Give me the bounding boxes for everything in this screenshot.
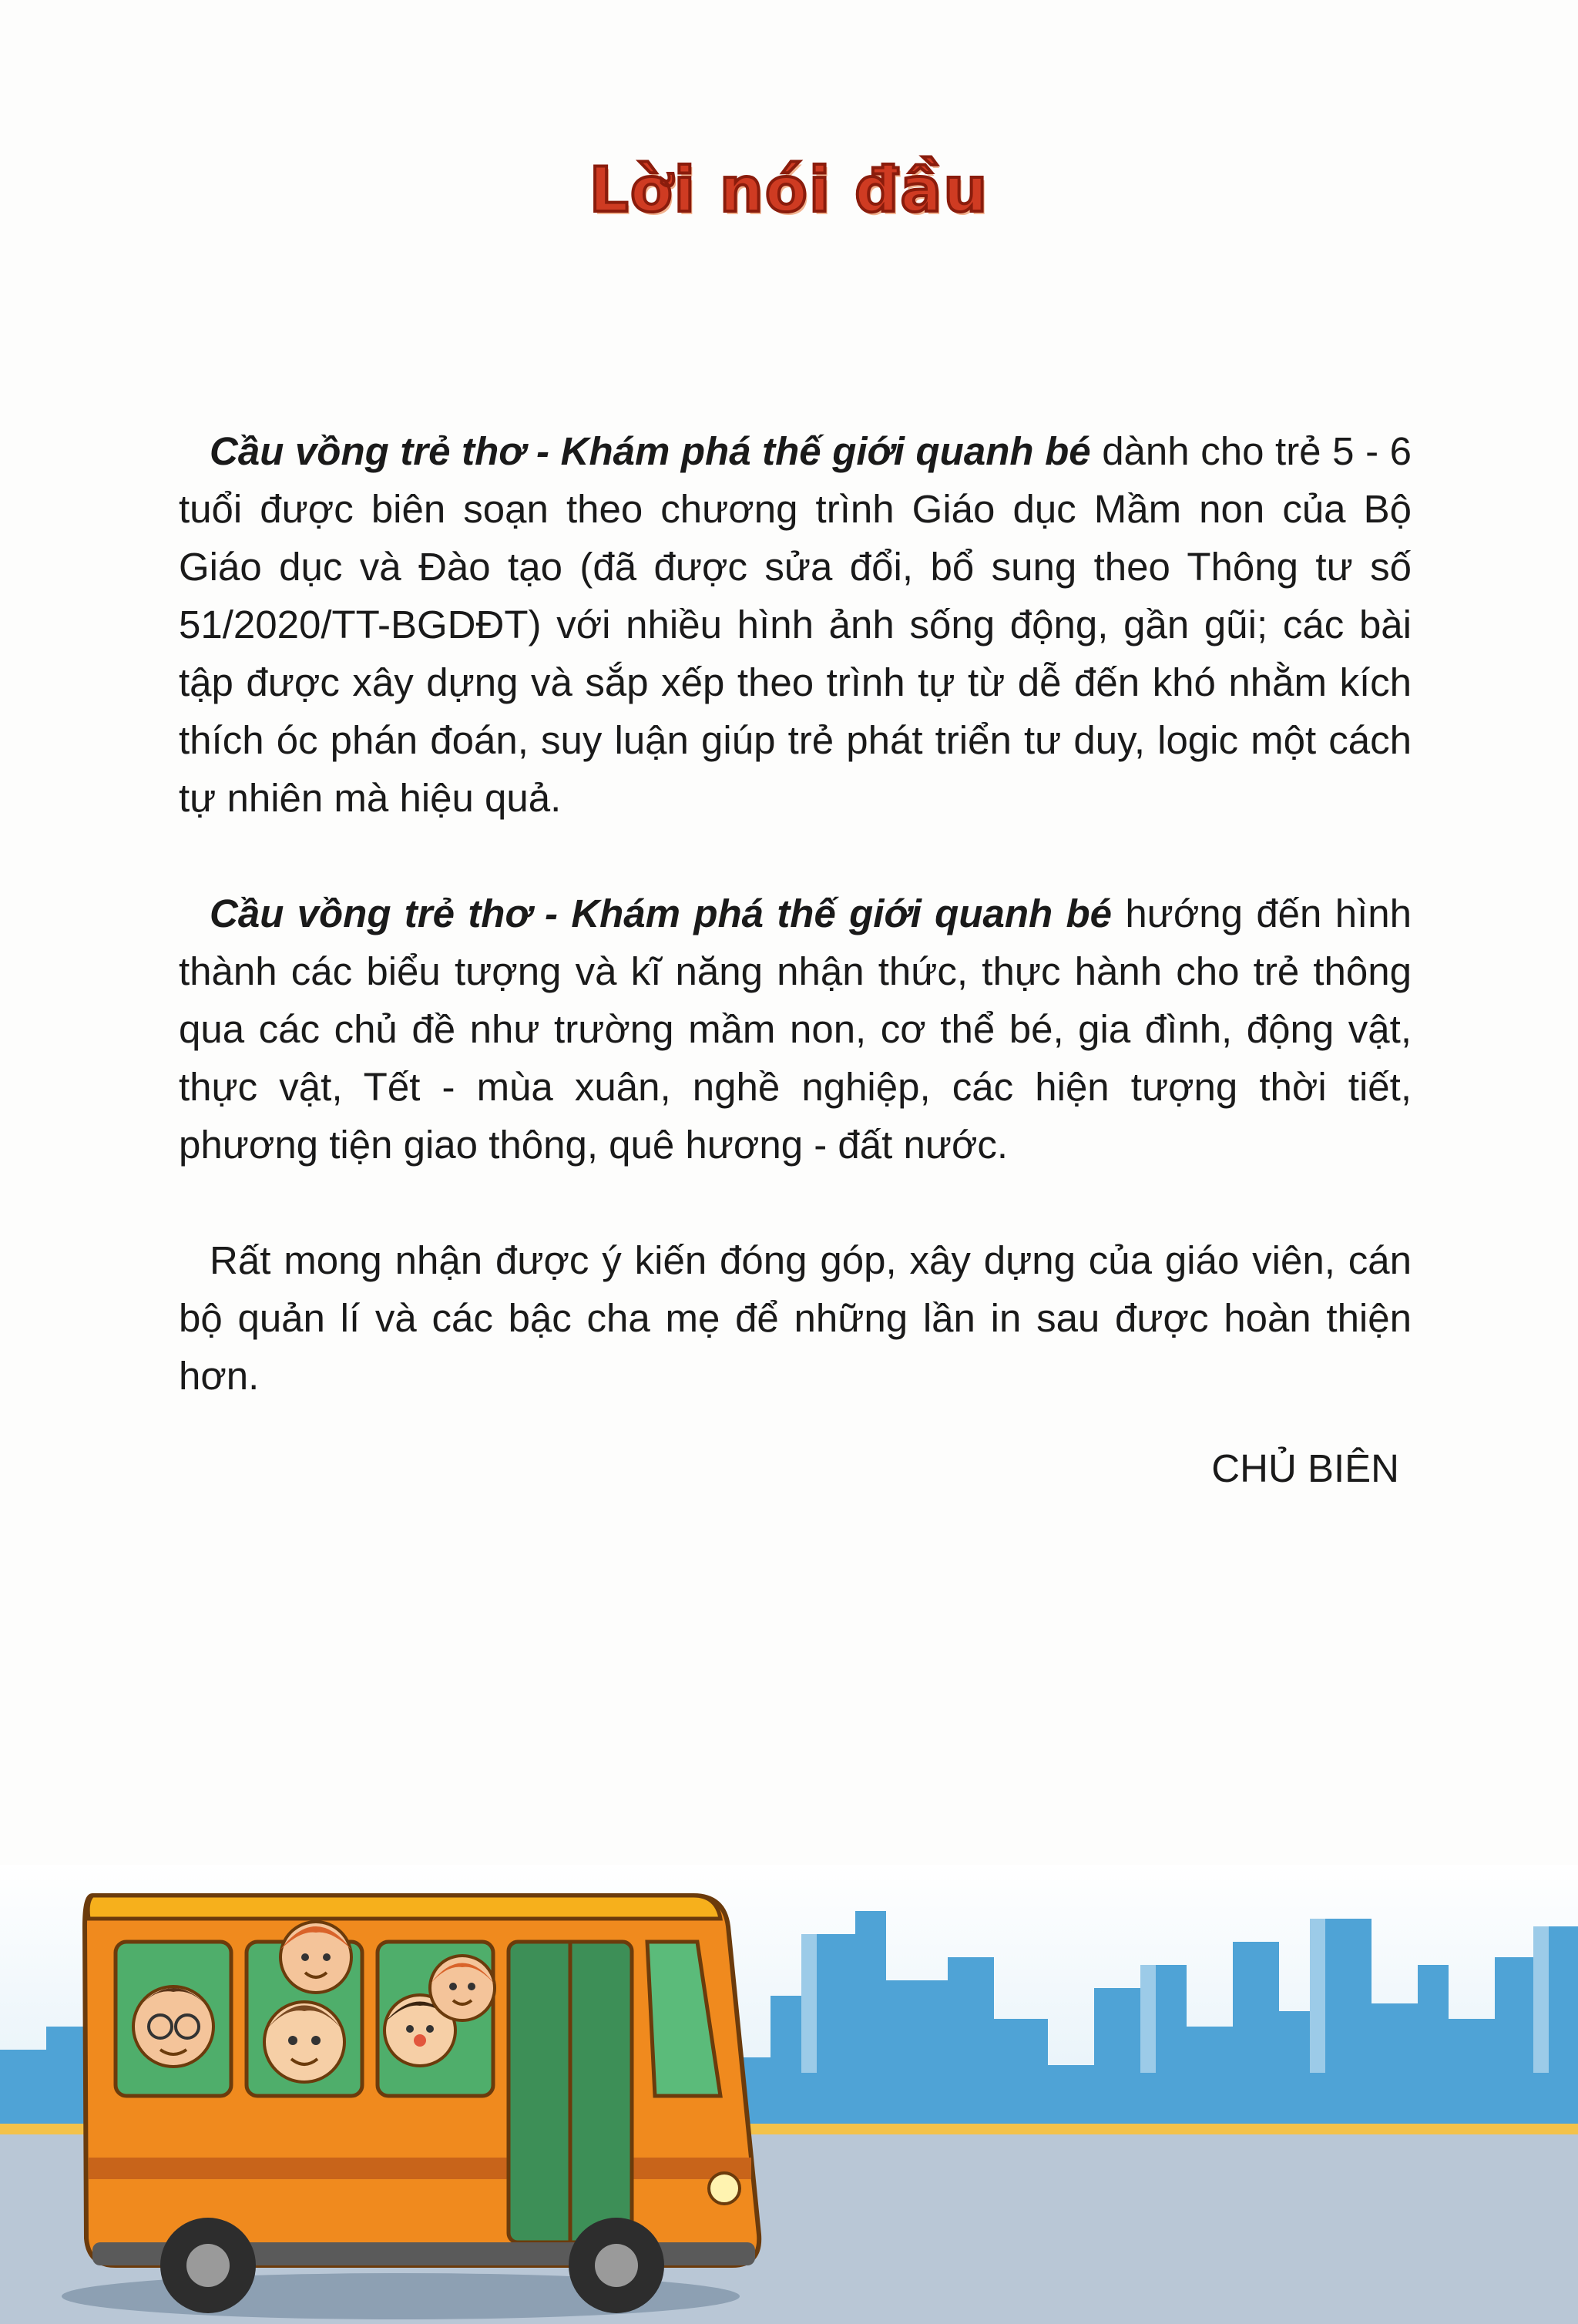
paragraph-2 [179,885,1412,1174]
child-face [264,2002,344,2082]
bus-wheel [569,2218,664,2313]
bus-stripe [89,2158,751,2179]
paragraph-text: dành cho trẻ 5 - 6 tuổi được biên soạn theo chương trình Giáo dục Mầm non của Bộ Giáo dục và Đào tạo (đã được sửa đổi, bổ sung theo Thông tư số 51/2020/TT-BGDĐT) với nhiều hình ảnh sống động, gần gũi; các bài tập được xây dựng và sắp xếp theo trình tự từ dễ đến khó nhằm kích thích óc phán đoán, suy luận giúp trẻ phát triển tư duy, logic một cách tự nhiên mà hiệu quả. [179,429,1412,820]
paragraph-3 [179,1231,1412,1405]
child-face [133,1986,213,2067]
paragraph-1 [179,422,1412,827]
school-bus-illustration [0,1865,1578,2324]
child-face [430,1956,495,2020]
page-title: Lời nói đầu [589,154,989,226]
paragraph-text: hướng đến hình thành các biểu tượng và kĩ năng nhận thức, thực hành cho trẻ thông qua các chủ đề như trường mầm non, cơ thể bé, gia đình, động vật, thực vật, Tết - mùa xuân, nghề nghiệp, các hiện tượng thời tiết, phương tiện giao thông, quê hương - đất nước. [179,892,1412,1167]
signature: CHỦ BIÊN [1211,1446,1399,1490]
book-title-emphasis: Cầu vồng trẻ thơ - Khám phá thế giới quanh bé [210,892,1112,935]
paragraph-text: Rất mong nhận được ý kiến đóng góp, xây dựng của giáo viên, cán bộ quản lí và các bậc cha mẹ để những lần in sau được hoàn thiện hơn. [179,1238,1412,1398]
book-title-emphasis: Cầu vồng trẻ thơ - Khám phá thế giới quanh bé [210,429,1091,473]
child-face [280,1922,351,1993]
bus-roof [88,1896,720,1919]
bus-headlight [709,2173,740,2204]
preface-body [179,422,1412,1463]
bus-wheel [160,2218,256,2313]
